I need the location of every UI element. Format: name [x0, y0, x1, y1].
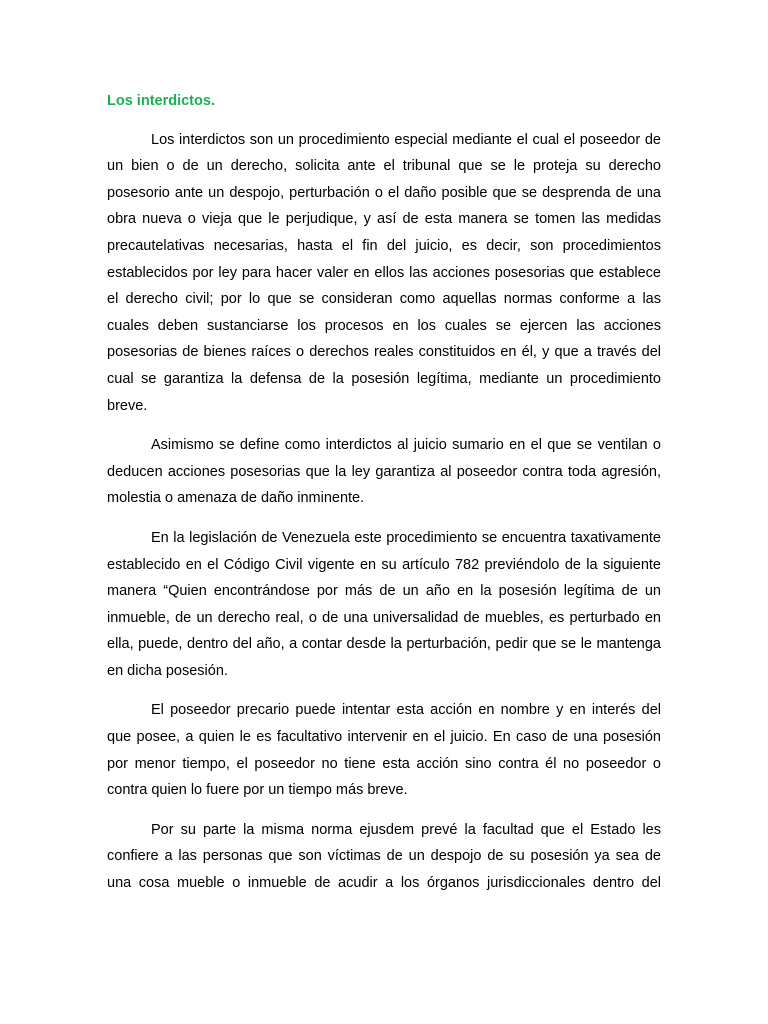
paragraph-4: El poseedor precario puede intentar esta acción en nombre y en interés del que posee, a quien le es facultativo intervenir en el juicio. En caso de una posesión por menor tiempo, el poseedor no tiene esta acción sino contra él no poseedor o contra quien lo fuere por un tiempo más breve.	[107, 702, 661, 799]
paragraph-2: Asimismo se define como interdictos al juicio sumario en el que se ventilan o deducen acciones posesorias que la ley garantiza al poseedor contra toda agresión, molestia o amenaza de daño inminente.	[107, 437, 661, 507]
paragraph-1: Los interdictos son un procedimiento especial mediante el cual el poseedor de un bien o de un derecho, solicita ante el tribunal que se le proteja su derecho posesorio ante un despojo, perturbación o el daño posible que se desprenda de una obra nueva o vieja que le perjudique, y así de esta manera se tomen las medidas precautelativas necesarias, hasta el fin del juicio, es decir, son procedimientos establecidos por ley para hacer valer en ellos las acciones posesorias que establece el derecho civil; por lo que se consideran como aquellas normas conforme a las cuales deben sustanciarse los procesos en los cuales se ejercen las acciones posesorias de bienes raíces o derechos reales constituidos en él, y que a través del cual se garantiza la defensa de la posesión legítima, mediante un procedimiento breve.	[107, 131, 661, 414]
section-heading: Los interdictos.	[107, 93, 215, 109]
document-page	[107, 88, 661, 910]
paragraph-3: En la legislación de Venezuela este procedimiento se encuentra taxativamente establecido en el Código Civil vigente en su artículo 782 previéndolo de la siguiente manera “Quien encontrándose por más de un año en la posesión legítima de un inmueble, de un derecho real, o de una universalidad de muebles, es perturbado en ella, puede, dentro del año, a contar desde la perturbación, pedir que se le mantenga en dicha posesión.	[107, 529, 661, 679]
paragraph-5: Por su parte la misma norma ejusdem prevé la facultad que el Estado les confiere a las personas que son víctimas de un despojo de su posesión ya sea de una cosa mueble o inmueble de acudir a los órganos jurisdiccionales dentro del	[107, 821, 661, 892]
